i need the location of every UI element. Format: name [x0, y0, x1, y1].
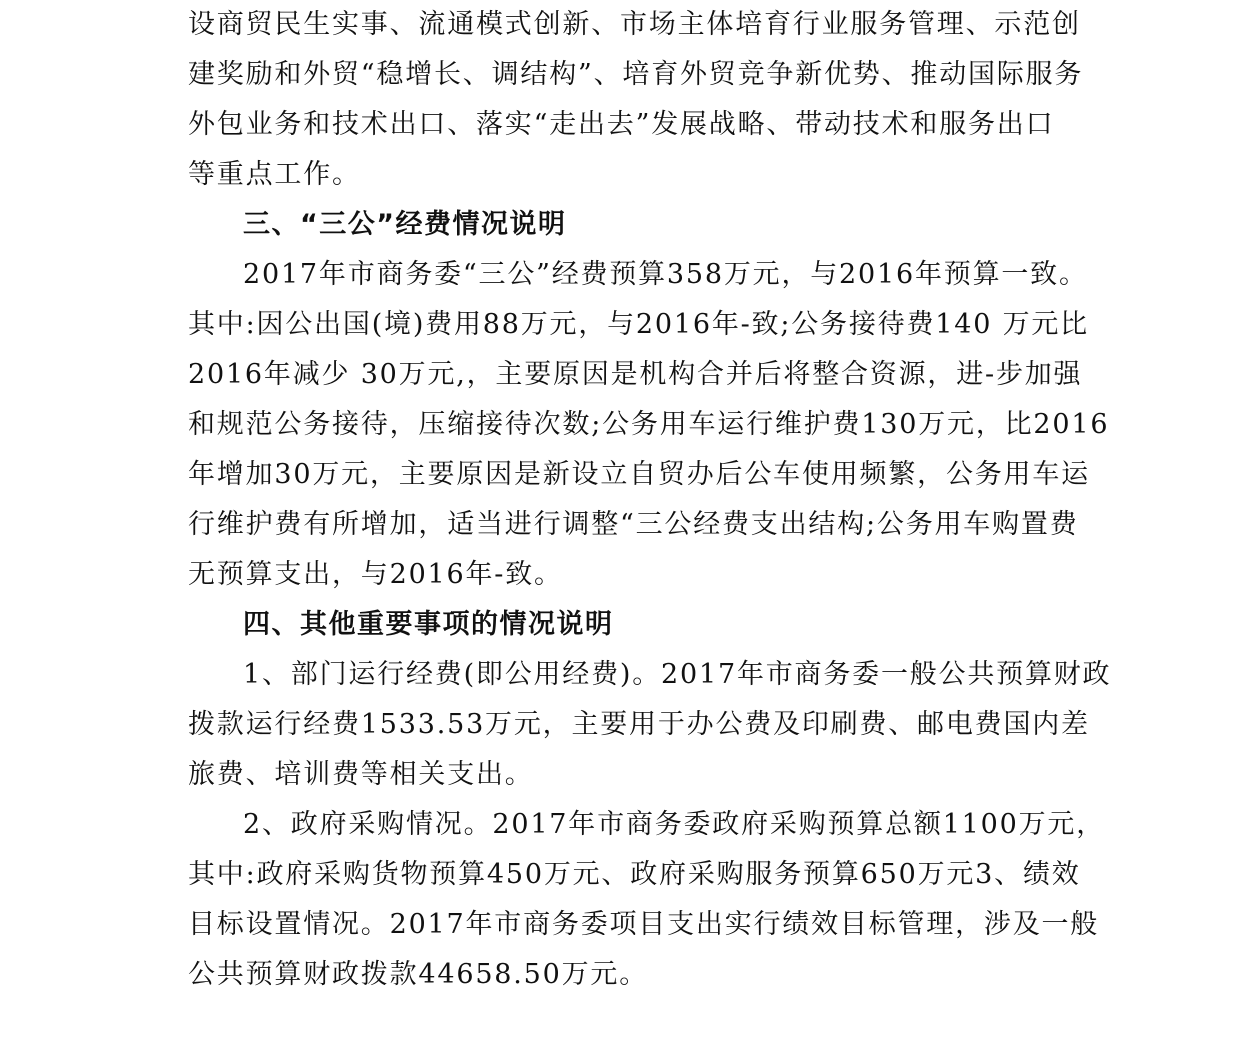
paragraph-line: 其中:政府采购货物预算450万元、政府采购服务预算650万元3、绩效 — [188, 859, 1081, 890]
paragraph-line: 2、政府采购情况。2017年市商务委政府采购预算总额1100万元， — [243, 809, 1106, 840]
paragraph-line: 目标设置情况。2017年市商务委项目支出实行绩效目标管理，涉及一般 — [188, 909, 1100, 940]
document-body — [188, 0, 1112, 1000]
section-heading-sangong: 三、“三公”经费情况说明 — [243, 209, 567, 240]
paragraph-line: 等重点工作。 — [188, 159, 361, 190]
paragraph-line: 1、部门运行经费(即公用经费)。2017年市商务委一般公共预算财政 — [243, 659, 1112, 690]
paragraph-line: 2017年市商务委“三公”经费预算358万元，与2016年预算一致。 — [243, 259, 1088, 290]
section-heading-other-matters: 四、其他重要事项的情况说明 — [243, 609, 614, 640]
paragraph-line: 拨款运行经费1533.53万元，主要用于办公费及印刷费、邮电费国内差 — [188, 709, 1090, 740]
paragraph-line: 公共预算财政拨款44658.50万元。 — [188, 959, 649, 990]
paragraph-line: 建奖励和外贸“稳增长、调结构”、培育外贸竞争新优势、推动国际服务 — [188, 59, 1084, 90]
paragraph-line: 行维护费有所增加，适当进行调整“三公经费支出结构;公务用车购置费 — [188, 509, 1079, 540]
paragraph-line: 外包业务和技术出口、落实“走出去”发展战略、带动技术和服务出口 — [188, 109, 1055, 140]
paragraph-line: 旅费、培训费等相关支出。 — [188, 759, 534, 790]
paragraph-line: 2016年减少 30万元,，主要原因是机构合并后将整合资源，进-步加强 — [188, 359, 1083, 390]
paragraph-line: 其中:因公出国(境)费用88万元，与2016年-致;公务接待费140 万元比 — [188, 309, 1089, 340]
paragraph-line: 和规范公务接待，压缩接待次数;公务用车运行维护费130万元，比2016 — [188, 409, 1110, 440]
paragraph-line: 无预算支出，与2016年-致。 — [188, 559, 563, 590]
paragraph-line: 设商贸民生实事、流通模式创新、市场主体培育行业服务管理、示范创 — [188, 9, 1081, 40]
paragraph-line: 年增加30万元，主要原因是新设立自贸办后公车使用频繁，公务用车运 — [188, 459, 1090, 490]
